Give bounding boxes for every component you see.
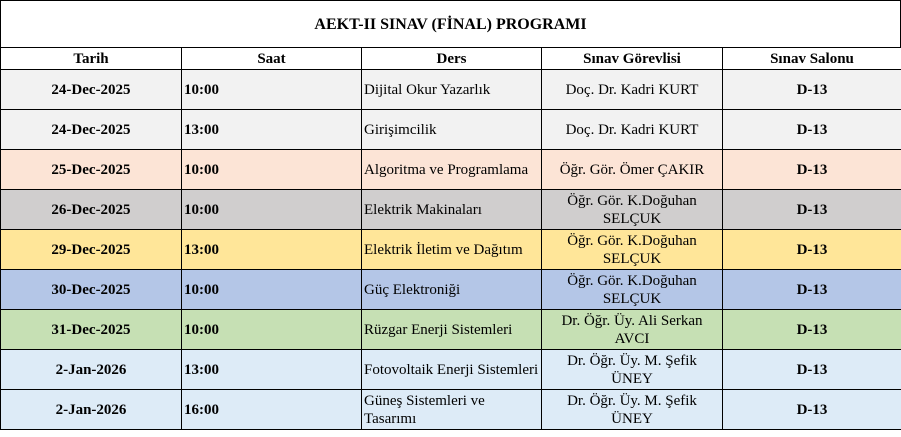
proctor-line: ÜNEY xyxy=(611,370,653,387)
table-row xyxy=(1,230,901,270)
cell-time: 10:00 xyxy=(182,70,362,110)
cell-room: D-13 xyxy=(723,270,901,310)
cell-course: Dijital Okur Yazarlık xyxy=(362,70,542,110)
cell-time: 13:00 xyxy=(182,110,362,150)
cell-proctor xyxy=(542,190,723,230)
cell-proctor xyxy=(542,310,723,350)
cell-course: Güç Elektroniği xyxy=(362,270,542,310)
cell-time: 10:00 xyxy=(182,270,362,310)
exam-schedule-table xyxy=(0,47,901,430)
cell-proctor xyxy=(542,150,723,190)
cell-room: D-13 xyxy=(723,110,901,150)
table-row xyxy=(1,350,901,390)
proctor-line: AVCI xyxy=(614,330,650,347)
cell-date: 26-Dec-2025 xyxy=(1,190,182,230)
table-row xyxy=(1,270,901,310)
cell-date: 29-Dec-2025 xyxy=(1,230,182,270)
cell-room: D-13 xyxy=(723,310,901,350)
proctor-line: Öğr. Gör. K.Doğuhan xyxy=(567,232,697,249)
cell-time: 10:00 xyxy=(182,190,362,230)
table-row xyxy=(1,190,901,230)
cell-date: 2-Jan-2026 xyxy=(1,390,182,430)
cell-time: 16:00 xyxy=(182,390,362,430)
cell-room: D-13 xyxy=(723,350,901,390)
proctor-line: Öğr. Gör. Ömer ÇAKIR xyxy=(559,161,705,178)
cell-proctor xyxy=(542,390,723,430)
table-row xyxy=(1,70,901,110)
cell-proctor xyxy=(542,110,723,150)
proctor-line: Öğr. Gör. K.Doğuhan xyxy=(567,272,697,289)
cell-date: 25-Dec-2025 xyxy=(1,150,182,190)
header-date: Tarih xyxy=(1,48,182,70)
header-room: Sınav Salonu xyxy=(723,48,901,70)
proctor-line: SELÇUK xyxy=(602,250,662,267)
proctor-line: Dr. Öğr. Üy. Ali Serkan xyxy=(561,312,703,329)
cell-room: D-13 xyxy=(723,190,901,230)
cell-course: Fotovoltaik Enerji Sistemleri xyxy=(362,350,542,390)
proctor-line: SELÇUK xyxy=(602,210,662,227)
cell-room: D-13 xyxy=(723,150,901,190)
header-proctor: Sınav Görevlisi xyxy=(542,48,723,70)
cell-time: 10:00 xyxy=(182,310,362,350)
proctor-line: ÜNEY xyxy=(611,410,653,427)
cell-date: 24-Dec-2025 xyxy=(1,110,182,150)
cell-proctor xyxy=(542,230,723,270)
proctor-line: Öğr. Gör. K.Doğuhan xyxy=(567,192,697,209)
cell-course: Girişimcilik xyxy=(362,110,542,150)
header-course: Ders xyxy=(362,48,542,70)
header-time: Saat xyxy=(182,48,362,70)
cell-room: D-13 xyxy=(723,390,901,430)
cell-course: Güneş Sistemleri ve Tasarımı xyxy=(362,390,542,430)
cell-date: 2-Jan-2026 xyxy=(1,350,182,390)
cell-course: Elektrik Makinaları xyxy=(362,190,542,230)
cell-course: Rüzgar Enerji Sistemleri xyxy=(362,310,542,350)
table-row xyxy=(1,390,901,430)
proctor-line: Dr. Öğr. Üy. M. Şefik xyxy=(567,352,697,369)
cell-time: 13:00 xyxy=(182,230,362,270)
cell-time: 10:00 xyxy=(182,150,362,190)
proctor-line: Doç. Dr. Kadri KURT xyxy=(565,121,699,138)
cell-date: 24-Dec-2025 xyxy=(1,70,182,110)
cell-room: D-13 xyxy=(723,70,901,110)
cell-date: 31-Dec-2025 xyxy=(1,310,182,350)
proctor-line: Doç. Dr. Kadri KURT xyxy=(565,81,699,98)
table-row xyxy=(1,110,901,150)
cell-proctor xyxy=(542,270,723,310)
cell-proctor xyxy=(542,70,723,110)
cell-proctor xyxy=(542,350,723,390)
cell-room: D-13 xyxy=(723,230,901,270)
table-row xyxy=(1,310,901,350)
cell-course: Elektrik İletim ve Dağıtım xyxy=(362,230,542,270)
page-title: AEKT-II SINAV (FİNAL) PROGRAMI xyxy=(0,0,901,48)
cell-date: 30-Dec-2025 xyxy=(1,270,182,310)
cell-time: 13:00 xyxy=(182,350,362,390)
cell-course: Algoritma ve Programlama xyxy=(362,150,542,190)
header-row xyxy=(1,48,901,70)
table-row xyxy=(1,150,901,190)
proctor-line: Dr. Öğr. Üy. M. Şefik xyxy=(567,392,697,409)
proctor-line: SELÇUK xyxy=(602,290,662,307)
